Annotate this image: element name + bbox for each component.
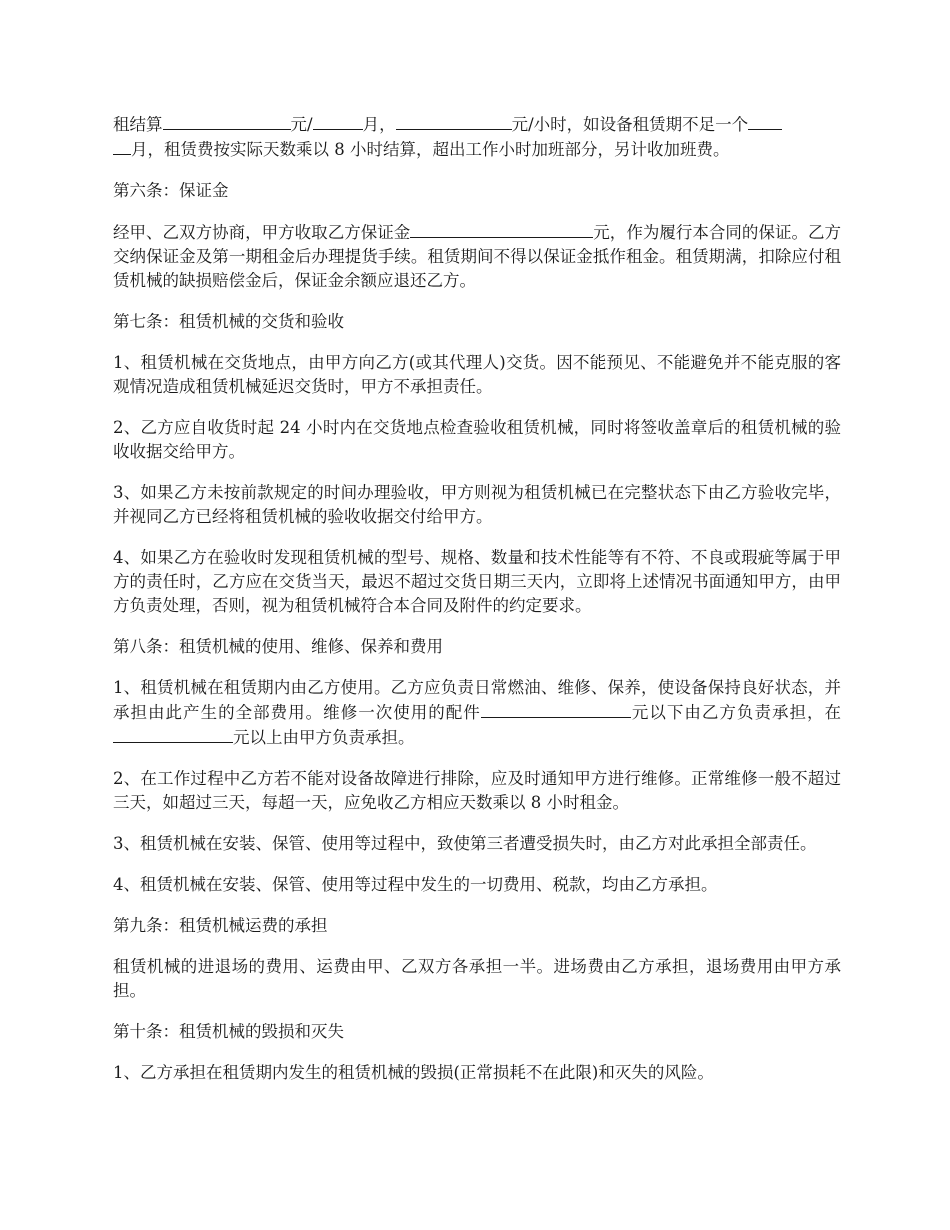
rent-month-blank[interactable] <box>313 112 363 130</box>
article-8-clause-1 <box>113 676 841 750</box>
deposit-text-1: 经甲、乙双方协商，甲方收取乙方保证金 <box>113 223 411 242</box>
article-9-paragraph: 租赁机械的进退场的费用、运费由甲、乙双方各承担一半。进场费由乙方承担，退场费用由甲方承担。 <box>113 957 841 1000</box>
article-6-paragraph <box>113 220 841 293</box>
contract-page <box>113 112 841 1102</box>
article-7-clause-4: 4、如果乙方在验收时发现租赁机械的型号、规格、数量和技术性能等有不符、不良或瑕疵等属于甲方的责任时，乙方应在交货当天，最迟不超过交货日期三天内，立即将上述情况书面通知甲方，由甲方负责处理，否则，视为租赁机械符合本合同及附件的约定要求。 <box>113 548 841 615</box>
article-7-clause-1: 1、租赁机械在交货地点，由甲方向乙方(或其代理人)交货。因不能预见、不能避免并不能克服的客观情况造成租赁机械延迟交货时，甲方不承担责任。 <box>113 353 841 396</box>
rent-text-1: 租结算 <box>113 115 163 134</box>
article-7-title: 第七条：租赁机械的交货和验收 <box>113 312 344 331</box>
article-8-clause-3: 3、租赁机械在安装、保管、使用等过程中，致使第三者遭受损失时，由乙方对此承担全部责任。 <box>113 834 817 853</box>
article-9-title: 第九条：租赁机械运费的承担 <box>113 916 328 935</box>
parts-upper-blank[interactable] <box>113 725 233 743</box>
rent-text-5: 月，租赁费按实际天数乘以 8 小时结算，超出工作小时加班部分，另计收加班费。 <box>131 140 730 159</box>
rent-period-blank-2[interactable] <box>113 137 131 155</box>
deposit-amount-blank[interactable] <box>410 220 593 238</box>
rent-text-4: 元/小时，如设备租赁期不足一个 <box>511 115 749 134</box>
article-7-clause-3: 3、如果乙方未按前款规定的时间办理验收，甲方则视为租赁机械已在完整状态下由乙方验收完毕，并视同乙方已经将租赁机械的验收收据交付给甲方。 <box>113 483 841 526</box>
rent-amount-blank[interactable] <box>163 112 291 130</box>
article-8-title: 第八条：租赁机械的使用、维修、保养和费用 <box>113 637 443 656</box>
article-8-clause-2: 2、在工作过程中乙方若不能对设备故障进行排除，应及时通知甲方进行维修。正常维修一般不超过三天，如超过三天，每超一天，应免收乙方相应天数乘以 8 小时租金。 <box>113 769 841 812</box>
rent-period-blank-1[interactable] <box>748 112 782 130</box>
rent-text-2: 元/ <box>290 115 313 134</box>
parts-text-1: 1、租赁机械在租赁期内由乙方使用。乙方应负责日常燃油、维修、保养，使设备保持良好状态，并承担由此产生的全部费用。维修一次使用的配件 <box>113 678 841 722</box>
rent-text-3: 月， <box>362 115 396 134</box>
rent-settlement-paragraph <box>113 112 841 162</box>
article-7-clause-2: 2、乙方应自收货时起 24 小时内在交货地点检查验收租赁机械，同时将签收盖章后的租赁机械的验收收据交给甲方。 <box>113 418 841 461</box>
rent-hourly-blank[interactable] <box>396 112 512 130</box>
article-6-title: 第六条：保证金 <box>113 181 229 200</box>
parts-text-2: 元以下由乙方负责承担，在 <box>630 703 842 722</box>
deposit-text-2: 元，作为履行本合同的保证。乙方交纳保证金及第一期租金后办理提货手续。租赁期间不得以保证金抵作租金。租赁期满，扣除应付租赁机械的缺损赔偿金后，保证金余额应退还乙方。 <box>113 223 842 290</box>
article-10-title: 第十条：租赁机械的毁损和灭失 <box>113 1022 344 1041</box>
article-10-clause-1: 1、乙方承担在租赁期内发生的租赁机械的毁损(正常损耗不在此限)和灭失的风险。 <box>113 1063 714 1082</box>
parts-text-3: 元以上由甲方负责承担。 <box>233 728 415 747</box>
article-8-clause-4: 4、租赁机械在安装、保管、使用等过程中发生的一切费用、税款，均由乙方承担。 <box>113 875 718 894</box>
parts-lower-blank[interactable] <box>481 700 631 718</box>
